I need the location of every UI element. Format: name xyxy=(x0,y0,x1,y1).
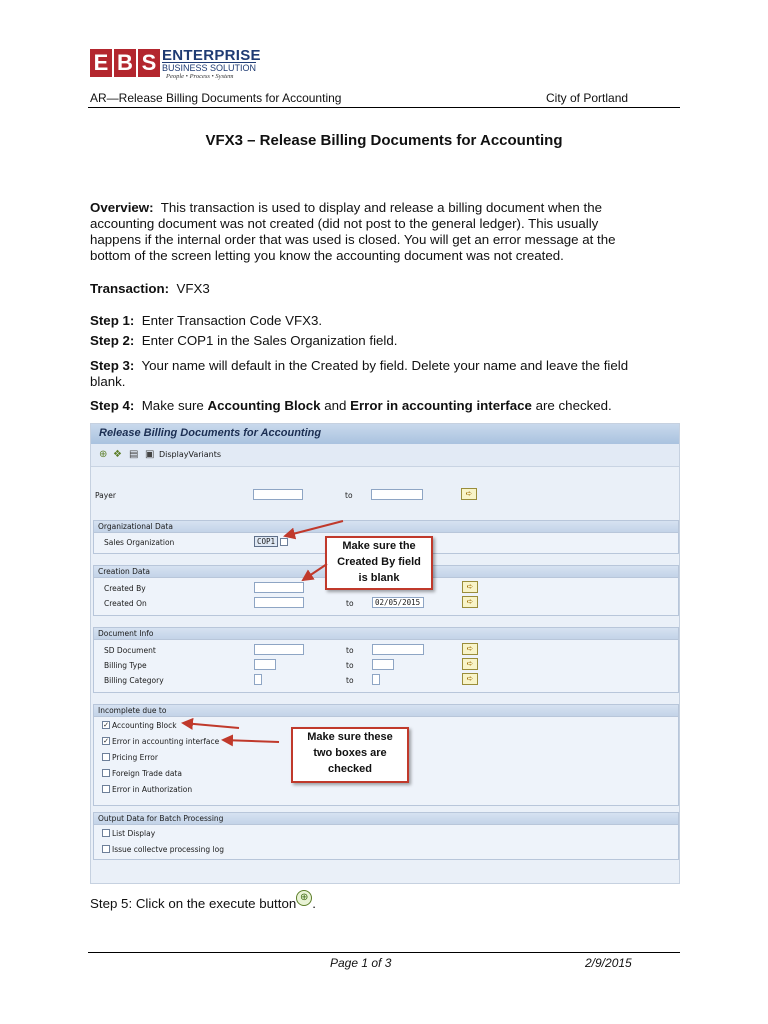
step-2-text: Enter COP1 in the Sales Organization field. xyxy=(141,333,398,348)
step-4-and: and xyxy=(324,398,347,413)
callout-line: Make sure these xyxy=(307,731,393,743)
footer-rule xyxy=(88,952,680,953)
to-label: to xyxy=(345,491,353,500)
sales-org-label: Sales Organization xyxy=(104,538,175,547)
logo-name: ENTERPRISE xyxy=(162,47,261,64)
group-header: Organizational Data xyxy=(98,522,173,531)
step-4-text: Make sure xyxy=(141,398,204,413)
step-5-period: . xyxy=(312,896,316,911)
logo-letter-b: B xyxy=(114,49,136,77)
step-4 xyxy=(90,398,670,414)
save-icon[interactable]: ▤ xyxy=(129,449,139,460)
multiple-selection-arrow-icon[interactable]: ➪ xyxy=(462,643,478,655)
sap-screenshot xyxy=(90,423,680,884)
billing-category-label: Billing Category xyxy=(104,676,164,685)
overview-line: happens if the internal order that was used is closed. You will get an error message at the xyxy=(90,232,616,247)
to-label: to xyxy=(346,676,354,685)
step-1-text: Enter Transaction Code VFX3. xyxy=(141,313,323,328)
created-on-to-field[interactable]: 02/05/2015 xyxy=(372,597,424,608)
error-accounting-interface-label: Error in accounting interface xyxy=(112,737,220,746)
group-header: Creation Data xyxy=(98,567,151,576)
callout-line: is blank xyxy=(358,572,400,584)
multiple-selection-arrow-icon[interactable]: ➪ xyxy=(462,673,478,685)
created-by-label: Created By xyxy=(104,584,146,593)
callout-line: Make sure the xyxy=(342,540,416,552)
list-display-label: List Display xyxy=(112,829,156,838)
payer-label: Payer xyxy=(95,491,116,500)
step-3 xyxy=(90,358,670,390)
multiple-selection-arrow-icon[interactable]: ➪ xyxy=(462,658,478,670)
step-4-bold-error-interface: Error in accounting interface xyxy=(350,398,532,413)
group-header: Incomplete due to xyxy=(98,706,167,715)
document-title: VFX3 – Release Billing Documents for Accounting xyxy=(205,132,563,149)
execute-icon[interactable]: ⊕ xyxy=(99,449,108,460)
step-3-text-cont: blank. xyxy=(90,374,126,389)
display-variants-button[interactable]: DisplayVariants xyxy=(159,450,222,459)
step-1 xyxy=(90,313,670,329)
accounting-block-checkbox[interactable]: ✓ xyxy=(103,721,109,729)
variant-icon[interactable]: ❖ xyxy=(113,449,122,460)
collective-log-label: Issue collectve processing log xyxy=(112,845,225,854)
execute-icon: ⊕ xyxy=(296,890,312,906)
step-5-text: Step 5: Click on the execute button xyxy=(90,896,297,911)
sd-document-label: SD Document xyxy=(104,646,156,655)
arrow-to-error-interface xyxy=(223,740,279,742)
accounting-block-label: Accounting Block xyxy=(112,721,177,730)
multiple-selection-arrow-icon[interactable]: ➪ xyxy=(461,488,477,500)
group-header: Document Info xyxy=(98,629,154,638)
header-doc-title: AR—Release Billing Documents for Accounting xyxy=(90,91,342,105)
billing-type-label: Billing Type xyxy=(104,661,147,670)
transaction-line xyxy=(90,281,670,297)
to-label: to xyxy=(346,599,354,608)
arrow-to-sales-org xyxy=(285,521,343,536)
group-header: Output Data for Batch Processing xyxy=(98,814,224,823)
step-5 xyxy=(90,892,670,912)
transaction-value: VFX3 xyxy=(176,281,210,296)
sap-title: Release Billing Documents for Accounting xyxy=(99,427,322,439)
overview-line: This transaction is used to display and release a billing document when the xyxy=(160,200,603,215)
header-rule xyxy=(88,107,680,108)
to-label: to xyxy=(346,646,354,655)
transaction-label: Transaction: xyxy=(90,281,170,296)
overview-paragraph xyxy=(90,200,670,264)
callout-line: two boxes are xyxy=(313,747,387,759)
callout-line: Created By field xyxy=(337,556,421,568)
logo-letter-e: E xyxy=(90,49,112,77)
arrow-to-accounting-block xyxy=(183,723,239,728)
step-2-label: Step 2: xyxy=(90,333,135,348)
display-variants-icon[interactable]: ▣ xyxy=(145,449,155,460)
logo-letter-s: S xyxy=(138,49,160,77)
pricing-error-label: Pricing Error xyxy=(112,753,158,762)
header-organization: City of Portland xyxy=(546,91,629,105)
foreign-trade-label: Foreign Trade data xyxy=(112,769,182,778)
step-1-label: Step 1: xyxy=(90,313,135,328)
step-4-bold-accounting-block: Accounting Block xyxy=(207,398,321,413)
step-4-label: Step 4: xyxy=(90,398,135,413)
step-3-label: Step 3: xyxy=(90,358,135,373)
logo-subname: BUSINESS SOLUTION xyxy=(162,63,257,73)
footer-page-number: Page 1 of 3 xyxy=(330,956,392,970)
footer-date: 2/9/2015 xyxy=(585,956,632,970)
step-3-text: Your name will default in the Created by field. Delete your name and leave the field xyxy=(141,358,629,373)
overview-line: accounting document was not created (did not post to the general ledger). This usually xyxy=(90,216,599,231)
step-2 xyxy=(90,333,670,349)
to-label: to xyxy=(346,661,354,670)
overview-line: bottom of the screen letting you know the accounting document was not created. xyxy=(90,248,564,263)
error-authorization-label: Error in Authorization xyxy=(112,785,193,794)
error-accounting-interface-checkbox[interactable]: ✓ xyxy=(103,737,109,745)
logo-tagline: People • Process • System xyxy=(166,73,234,80)
arrow-to-created-by xyxy=(303,564,327,580)
sales-org-field[interactable]: COP1 xyxy=(254,536,278,547)
multiple-selection-arrow-icon[interactable]: ➪ xyxy=(462,596,478,608)
step-4-post: are checked. xyxy=(535,398,612,413)
callout-line: checked xyxy=(327,763,373,775)
overview-label: Overview: xyxy=(90,200,154,215)
multiple-selection-arrow-icon[interactable]: ➪ xyxy=(462,581,478,593)
created-on-label: Created On xyxy=(104,599,147,608)
annotation-arrows xyxy=(91,424,679,883)
